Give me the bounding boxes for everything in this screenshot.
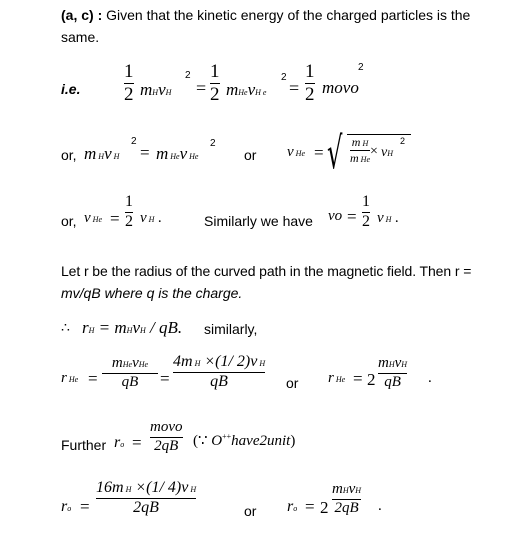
equation-2: or, m Hv H 2 = m Hev He 2 or v He = √ m H m He × vH 2 [0, 128, 528, 188]
half-fraction-2: 1 2 [210, 61, 220, 105]
equation-1: i.e. 1 2 mHvH 2 = 1 2 mHevH e 2 = 1 2 movo 2 [61, 61, 364, 105]
para-line-1: Let r be the radius of the curved path in the magnetic field. Then r = [61, 263, 472, 279]
equation-5: r He = mHevHe qB = 4m H ×(1/ 2)v H qB or r He = 2 mHvH qB . [61, 353, 432, 391]
equation-6: Further ro = movo 2qB (∵ O++have2unit) [61, 419, 296, 454]
similarly-text: Similarly we have [204, 213, 313, 229]
or-connector-2: or [244, 147, 257, 163]
or-connector-7: or [244, 503, 257, 519]
intro-line-1 [61, 6, 470, 24]
therefore-icon: ∴ [61, 321, 70, 336]
equation-3: or, v He = 1 2 v H . Similarly we have vo = 1 2 v H . [61, 193, 399, 230]
para-line-2: mv/qB where q is the charge. [61, 285, 243, 301]
intro-line-2: same. [61, 29, 100, 45]
equation-7: ro = 16m H ×(1/ 4)v H 2qB or ro = 2 mHvH 2qB . [61, 479, 382, 519]
further-label: Further [61, 437, 107, 453]
ie-label: i.e. [61, 81, 81, 97]
answer-label: (a, c) : [61, 7, 103, 23]
intro-text-1: Given that the kinetic energy of the charged particles is the [102, 7, 471, 23]
or-prefix-3: or, [61, 213, 77, 229]
equation-4: ∴ rH = mHvH / qB. similarly, [61, 318, 258, 337]
sqrt-icon: √ [327, 128, 343, 179]
or-prefix-2: or, [61, 147, 77, 163]
or-connector-5: or [286, 375, 299, 391]
half-fraction-3: 1 2 [305, 61, 315, 105]
half-fraction-1: 1 2 [124, 61, 134, 105]
math-term: mHvH [140, 80, 172, 99]
